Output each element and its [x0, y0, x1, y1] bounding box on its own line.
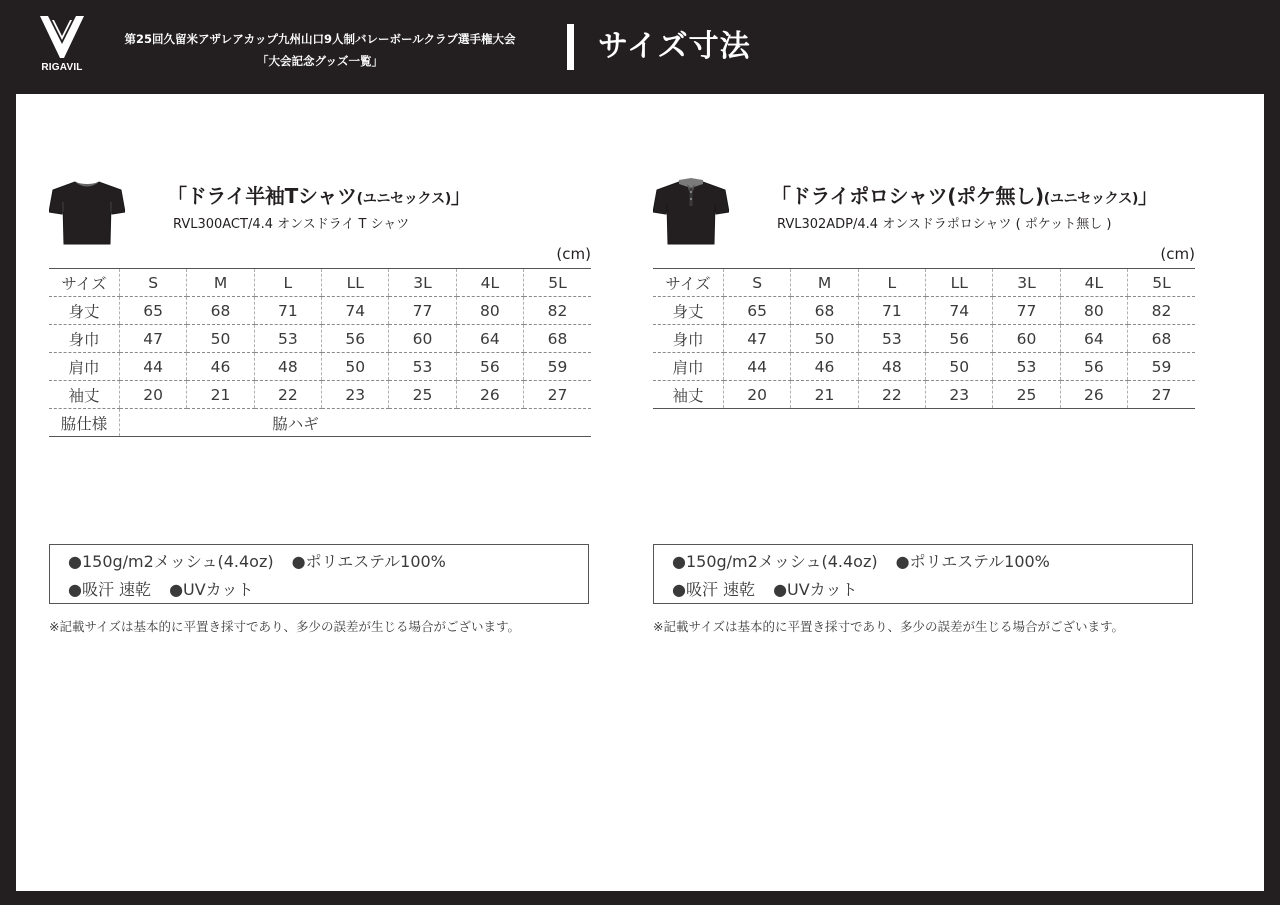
size-table [653, 268, 1195, 409]
size-table [49, 268, 591, 437]
table-cell: 27 [1128, 381, 1195, 409]
table-row [49, 381, 591, 409]
table-cell: 64 [456, 325, 523, 353]
table-cell: 46 [187, 353, 254, 381]
feature-item: ●150g/m2メッシュ(4.4oz) [68, 552, 274, 571]
logo-text: RIGAVIL [41, 62, 83, 73]
feature-item: ●ポリエステル100% [895, 552, 1050, 571]
feature-item: ●150g/m2メッシュ(4.4oz) [672, 552, 878, 571]
table-cell: 27 [524, 381, 591, 409]
tshirt-icon [49, 176, 125, 248]
features-row [68, 548, 588, 576]
table-cell-merged: 脇ハギ [120, 409, 592, 437]
event-title-line1: 第25回久留米アザレアカップ九州山口9人制バレーボールクラブ選手権大会 [124, 32, 516, 46]
product-name-end: 」 [1138, 184, 1158, 208]
row-label: 身丈 [653, 297, 724, 325]
unit-label: (cm) [1160, 245, 1195, 263]
size-header-cell: M [791, 269, 858, 297]
table-cell: 56 [322, 325, 389, 353]
table-cell: 82 [524, 297, 591, 325]
event-title-line2: 「大会記念グッズ一覧」 [257, 54, 383, 68]
table-cell: 65 [120, 297, 187, 325]
rigavil-logo-icon [34, 14, 90, 60]
feature-item: ●ポリエステル100% [291, 552, 446, 571]
table-cell: 56 [926, 325, 993, 353]
size-header-cell: 5L [1128, 269, 1195, 297]
row-label: 身丈 [49, 297, 120, 325]
size-header-cell: L [858, 269, 925, 297]
row-label: 肩巾 [49, 353, 120, 381]
table-cell: 53 [993, 353, 1060, 381]
size-header-cell: サイズ [49, 269, 120, 297]
table-cell: 44 [724, 353, 791, 381]
features-box [49, 544, 589, 604]
table-cell: 47 [120, 325, 187, 353]
table-cell: 64 [1060, 325, 1127, 353]
product-name-end: 」 [450, 184, 471, 208]
size-header-cell: 3L [993, 269, 1060, 297]
table-cell: 23 [322, 381, 389, 409]
table-cell: 25 [389, 381, 456, 409]
table-cell: 71 [254, 297, 321, 325]
product-name [771, 180, 1158, 215]
size-header-cell: 3L [389, 269, 456, 297]
table-cell: 80 [1060, 297, 1127, 325]
features-row [68, 576, 588, 604]
table-cell: 47 [724, 325, 791, 353]
size-table-header-row [49, 269, 591, 297]
feature-item: ●吸汗 速乾 [672, 580, 756, 599]
size-table-header-row [653, 269, 1195, 297]
page-title: サイズ寸法 [598, 29, 751, 64]
row-label: 袖丈 [653, 381, 724, 409]
row-label: 肩巾 [653, 353, 724, 381]
row-label: 身巾 [49, 325, 120, 353]
feature-item: ●UVカット [169, 580, 254, 599]
header-divider [567, 24, 574, 70]
size-header-cell: 5L [524, 269, 591, 297]
unit-label: (cm) [556, 245, 591, 263]
table-row [49, 409, 591, 437]
table-cell: 68 [524, 325, 591, 353]
size-header-cell: 4L [1060, 269, 1127, 297]
features-box [653, 544, 1193, 604]
table-cell: 56 [1060, 353, 1127, 381]
header-bar [0, 0, 1280, 94]
product-name [167, 180, 471, 215]
table-cell: 68 [187, 297, 254, 325]
row-label: 袖丈 [49, 381, 120, 409]
table-cell: 77 [389, 297, 456, 325]
table-cell: 21 [187, 381, 254, 409]
table-row [653, 297, 1195, 325]
table-cell: 74 [322, 297, 389, 325]
size-header-cell: L [254, 269, 321, 297]
table-cell: 20 [724, 381, 791, 409]
table-row [49, 297, 591, 325]
table-row [653, 381, 1195, 409]
measurement-note: ※記載サイズは基本的に平置き採寸であり、多少の誤差が生じる場合がございます。 [653, 619, 1124, 634]
table-cell: 71 [858, 297, 925, 325]
table-cell: 26 [1060, 381, 1127, 409]
row-label: 身巾 [653, 325, 724, 353]
table-cell: 60 [389, 325, 456, 353]
product-code: RVL302ADP/4.4 オンスドラポロシャツ ( ポケット無し ) [777, 217, 1112, 232]
size-header-cell: S [724, 269, 791, 297]
table-cell: 22 [254, 381, 321, 409]
event-title [100, 28, 540, 72]
table-cell: 22 [858, 381, 925, 409]
product-code: RVL300ACT/4.4 オンスドライ T シャツ [173, 217, 410, 232]
table-cell: 50 [926, 353, 993, 381]
polo-shirt-icon [653, 176, 729, 248]
table-cell: 50 [187, 325, 254, 353]
measurement-note: ※記載サイズは基本的に平置き採寸であり、多少の誤差が生じる場合がございます。 [49, 619, 520, 634]
table-cell: 77 [993, 297, 1060, 325]
table-cell: 46 [791, 353, 858, 381]
features-row [672, 548, 1192, 576]
table-cell: 48 [254, 353, 321, 381]
table-cell: 50 [322, 353, 389, 381]
table-cell: 48 [858, 353, 925, 381]
feature-item: ●吸汗 速乾 [68, 580, 152, 599]
product-name-sub: (ユニセックス) [356, 191, 451, 207]
table-cell: 82 [1128, 297, 1195, 325]
table-cell: 74 [926, 297, 993, 325]
size-header-cell: サイズ [653, 269, 724, 297]
features-row [672, 576, 1192, 604]
size-header-cell: S [120, 269, 187, 297]
table-cell: 68 [1128, 325, 1195, 353]
product-name-main: 「ドライポロシャツ(ポケ無し) [771, 184, 1044, 208]
table-cell: 44 [120, 353, 187, 381]
table-cell: 50 [791, 325, 858, 353]
feature-item: ●UVカット [773, 580, 858, 599]
table-cell: 26 [456, 381, 523, 409]
table-cell: 80 [456, 297, 523, 325]
table-row [49, 325, 591, 353]
rigavil-logo [34, 14, 90, 78]
table-cell: 20 [120, 381, 187, 409]
size-header-cell: M [187, 269, 254, 297]
table-cell: 53 [858, 325, 925, 353]
size-header-cell: 4L [456, 269, 523, 297]
table-row [653, 353, 1195, 381]
size-header-cell: LL [322, 269, 389, 297]
table-cell: 53 [254, 325, 321, 353]
row-label: 脇仕様 [49, 409, 120, 437]
table-cell: 60 [993, 325, 1060, 353]
table-cell: 25 [993, 381, 1060, 409]
table-row [653, 325, 1195, 353]
table-cell: 23 [926, 381, 993, 409]
table-cell: 65 [724, 297, 791, 325]
table-cell: 59 [524, 353, 591, 381]
size-header-cell: LL [926, 269, 993, 297]
product-name-main: 「ドライ半袖Tシャツ [167, 184, 357, 208]
table-cell: 59 [1128, 353, 1195, 381]
table-row [49, 353, 591, 381]
product-name-sub: (ユニセックス) [1043, 191, 1139, 207]
table-cell: 21 [791, 381, 858, 409]
table-cell: 53 [389, 353, 456, 381]
table-cell: 56 [456, 353, 523, 381]
table-cell: 68 [791, 297, 858, 325]
